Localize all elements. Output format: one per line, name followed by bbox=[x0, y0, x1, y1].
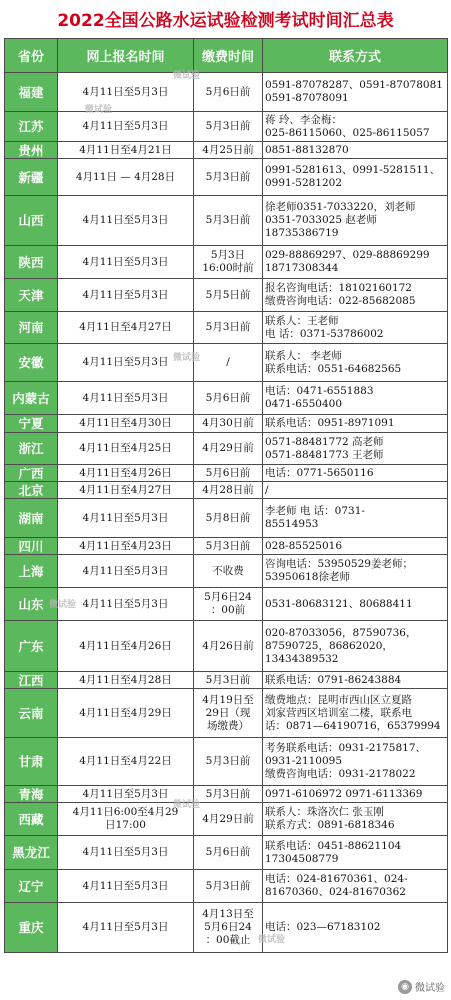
contact-cell: 020-87033056，87590736， 87590725，86862020， 13434389532 bbox=[263, 621, 448, 672]
exam-schedule-table bbox=[4, 38, 448, 953]
payment-time-cell: 5月6日前 bbox=[194, 465, 263, 482]
registration-time-cell: 4月11日 — 4月28日 bbox=[58, 159, 194, 196]
header-payment-time: 缴费时间 bbox=[194, 39, 263, 73]
registration-time-cell: 4月11日至4月23日 bbox=[58, 538, 194, 555]
province-cell: 上海 bbox=[5, 555, 58, 588]
contact-cell: 咨询电话：53950529姜老师； 53950618徐老师 bbox=[263, 555, 448, 588]
registration-time-cell: 4月11日至5月3日 bbox=[58, 870, 194, 903]
payment-time-cell: 4月13日至 5月6日24 ：00截止 bbox=[194, 903, 263, 953]
contact-cell: 电话：0771-5650116 bbox=[263, 465, 448, 482]
watermark: 微试验 bbox=[173, 71, 201, 81]
contact-cell: 李老师 电 话：0731- 85514953 bbox=[263, 499, 448, 538]
table-row bbox=[5, 159, 448, 196]
table-row bbox=[5, 73, 448, 112]
payment-time-cell: 5月8日前 bbox=[194, 499, 263, 538]
payment-time-cell: 不收费 bbox=[194, 555, 263, 588]
table-row bbox=[5, 786, 448, 803]
registration-time-cell: 4月11日至5月3日 bbox=[58, 112, 194, 142]
watermark: 微试验 bbox=[49, 600, 77, 610]
table-row bbox=[5, 689, 448, 738]
table-row bbox=[5, 836, 448, 870]
contact-cell: 徐老师0351-7033220，刘老师 0351-7033025 赵老师 18735386719 bbox=[263, 196, 448, 246]
contact-cell: 029-88869297、029-88869299 18717308344 bbox=[263, 246, 448, 279]
registration-time-cell: 4月11日至5月3日 bbox=[58, 382, 194, 415]
header-province: 省份 bbox=[5, 39, 58, 73]
table-row bbox=[5, 499, 448, 538]
payment-time-cell: 5月3日前 bbox=[194, 196, 263, 246]
province-cell: 山西 bbox=[5, 196, 58, 246]
registration-time-cell: 4月11日至4月21日 bbox=[58, 142, 194, 159]
province-cell: 辽宁 bbox=[5, 870, 58, 903]
payment-time-cell: 4月29日前 bbox=[194, 803, 263, 836]
registration-time-cell: 4月11日至4月26日 bbox=[58, 621, 194, 672]
registration-time-cell: 4月11日至5月3日 bbox=[58, 786, 194, 803]
registration-time-cell: 4月11日至4月22日 bbox=[58, 738, 194, 786]
contact-cell: 联系人：珠洛次仁 张玉刚 联系方式：0891-6818346 bbox=[263, 803, 448, 836]
table-row bbox=[5, 344, 448, 382]
table-row bbox=[5, 538, 448, 555]
payment-time-cell: 5月3日前 bbox=[194, 312, 263, 344]
table-row bbox=[5, 142, 448, 159]
province-cell: 山东 bbox=[5, 588, 58, 621]
wechat-icon: ◉ bbox=[398, 980, 412, 994]
contact-cell: 联系电话：0451-88621104 17304508779 bbox=[263, 836, 448, 870]
table-row bbox=[5, 482, 448, 499]
table-row bbox=[5, 312, 448, 344]
province-cell: 广西 bbox=[5, 465, 58, 482]
wechat-account-badge bbox=[398, 979, 445, 994]
contact-cell: 联系人：王老师 电 话：0371-53786002 bbox=[263, 312, 448, 344]
payment-time-cell: / bbox=[194, 344, 263, 382]
province-cell: 青海 bbox=[5, 786, 58, 803]
payment-time-cell: 5月3日前 bbox=[194, 112, 263, 142]
watermark: 微试验 bbox=[173, 800, 201, 810]
table-row bbox=[5, 433, 448, 465]
table-row bbox=[5, 870, 448, 903]
province-cell: 宁夏 bbox=[5, 415, 58, 433]
registration-time-cell: 4月11日至5月3日 bbox=[58, 73, 194, 112]
payment-time-cell: 5月6日前 bbox=[194, 382, 263, 415]
registration-time-cell: 4月11日至4月28日 bbox=[58, 672, 194, 689]
contact-cell: 联系电话：0791-86243884 bbox=[263, 672, 448, 689]
table-row bbox=[5, 279, 448, 312]
payment-time-cell: 4月30日前 bbox=[194, 415, 263, 433]
contact-cell: 蒋 玲、李金梅： 025-86115060、025-86115057 bbox=[263, 112, 448, 142]
wechat-account-name: 微试验 bbox=[415, 983, 445, 994]
table-row bbox=[5, 803, 448, 836]
province-cell: 北京 bbox=[5, 482, 58, 499]
payment-time-cell: 4月25日前 bbox=[194, 142, 263, 159]
payment-time-cell: 5月6日24 ：00前 bbox=[194, 588, 263, 621]
payment-time-cell: 4月29日前 bbox=[194, 433, 263, 465]
registration-time-cell: 4月11日至5月3日 bbox=[58, 588, 194, 621]
registration-time-cell: 4月11日至4月27日 bbox=[58, 482, 194, 499]
registration-time-cell: 4月11日至4月29日 bbox=[58, 689, 194, 738]
province-cell: 福建 bbox=[5, 73, 58, 112]
contact-cell: 电话：0471-6551883 0471-6550400 bbox=[263, 382, 448, 415]
province-cell: 天津 bbox=[5, 279, 58, 312]
payment-time-cell: 5月6日前 bbox=[194, 73, 263, 112]
payment-time-cell: 5月3日 16:00时前 bbox=[194, 246, 263, 279]
header-contact: 联系方式 bbox=[263, 39, 448, 73]
contact-cell: 0851-88132870 bbox=[263, 142, 448, 159]
province-cell: 陕西 bbox=[5, 246, 58, 279]
contact-cell: 联系人： 李老师 联系电话：0551-64682565 bbox=[263, 344, 448, 382]
contact-cell: / bbox=[263, 482, 448, 499]
registration-time-cell: 4月11日至5月3日 bbox=[58, 279, 194, 312]
province-cell: 内蒙古 bbox=[5, 382, 58, 415]
province-cell: 四川 bbox=[5, 538, 58, 555]
province-cell: 新疆 bbox=[5, 159, 58, 196]
table-row bbox=[5, 382, 448, 415]
payment-time-cell: 4月26日前 bbox=[194, 621, 263, 672]
table-header-row bbox=[5, 39, 448, 73]
registration-time-cell: 4月11日至4月27日 bbox=[58, 312, 194, 344]
table-row bbox=[5, 112, 448, 142]
payment-time-cell: 4月28日前 bbox=[194, 482, 263, 499]
payment-time-cell: 5月3日前 bbox=[194, 870, 263, 903]
watermark: 微试验 bbox=[258, 935, 286, 945]
contact-cell: 0591-87078287、0591-87078081 0591-87078091 bbox=[263, 73, 448, 112]
contact-cell: 028-85525016 bbox=[263, 538, 448, 555]
contact-cell: 报名咨询电话：18102160172 缴费咨询电话：022-85682085 bbox=[263, 279, 448, 312]
header-registration-time: 网上报名时间 bbox=[58, 39, 194, 73]
payment-time-cell: 5月3日前 bbox=[194, 538, 263, 555]
province-cell: 浙江 bbox=[5, 433, 58, 465]
registration-time-cell: 4月11日至4月25日 bbox=[58, 433, 194, 465]
payment-time-cell: 4月19日至 29日（现 场缴费） bbox=[194, 689, 263, 738]
registration-time-cell: 4月11日至5月3日 bbox=[58, 196, 194, 246]
watermark: 微试验 bbox=[85, 105, 113, 115]
province-cell: 云南 bbox=[5, 689, 58, 738]
province-cell: 广东 bbox=[5, 621, 58, 672]
province-cell: 河南 bbox=[5, 312, 58, 344]
contact-cell: 0991-5281613、0991-5281511、 0991-5281202 bbox=[263, 159, 448, 196]
registration-time-cell: 4月11日至4月26日 bbox=[58, 465, 194, 482]
watermark: 微试验 bbox=[173, 353, 201, 363]
table-row bbox=[5, 903, 448, 953]
payment-time-cell: 5月6日前 bbox=[194, 836, 263, 870]
contact-cell: 考务联系电话：0931-2175817、 0931-2110095 缴费咨询电话：0931-2178022 bbox=[263, 738, 448, 786]
payment-time-cell: 5月3日前 bbox=[194, 672, 263, 689]
table-row bbox=[5, 621, 448, 672]
table-row bbox=[5, 196, 448, 246]
contact-cell: 电话：023—67183102 bbox=[263, 903, 448, 953]
province-cell: 西藏 bbox=[5, 803, 58, 836]
registration-time-cell: 4月11日6:00至4月29 日17:00 bbox=[58, 803, 194, 836]
province-cell: 贵州 bbox=[5, 142, 58, 159]
province-cell: 安徽 bbox=[5, 344, 58, 382]
province-cell: 黑龙江 bbox=[5, 836, 58, 870]
province-cell: 江西 bbox=[5, 672, 58, 689]
page-title: 2022全国公路水运试验检测考试时间汇总表 bbox=[57, 10, 394, 31]
table-row bbox=[5, 738, 448, 786]
contact-cell: 缴费地点：昆明市西山区立夏路 刘家营西区培训室二楼，联系电 话：0871—64190716，65379994 bbox=[263, 689, 448, 738]
payment-time-cell: 5月3日前 bbox=[194, 786, 263, 803]
province-cell: 重庆 bbox=[5, 903, 58, 953]
contact-cell: 0571-88481772 高老师 0571-88481773 王老师 bbox=[263, 433, 448, 465]
contact-cell: 联系电话：0951-8971091 bbox=[263, 415, 448, 433]
payment-time-cell: 5月3日前 bbox=[194, 159, 263, 196]
table-row bbox=[5, 465, 448, 482]
table-row bbox=[5, 672, 448, 689]
table-row bbox=[5, 555, 448, 588]
contact-cell: 0971-6106972 0971-6113369 bbox=[263, 786, 448, 803]
table-row bbox=[5, 415, 448, 433]
registration-time-cell: 4月11日至4月30日 bbox=[58, 415, 194, 433]
table-row bbox=[5, 246, 448, 279]
registration-time-cell: 4月11日至5月3日 bbox=[58, 246, 194, 279]
registration-time-cell: 4月11日至5月3日 bbox=[58, 555, 194, 588]
contact-cell: 0531-80683121、80688411 bbox=[263, 588, 448, 621]
payment-time-cell: 5月3日前 bbox=[194, 738, 263, 786]
registration-time-cell: 4月11日至5月3日 bbox=[58, 344, 194, 382]
registration-time-cell: 4月11日至5月3日 bbox=[58, 499, 194, 538]
province-cell: 江苏 bbox=[5, 112, 58, 142]
province-cell: 甘肃 bbox=[5, 738, 58, 786]
contact-cell: 电话：024-81670361、024- 81670360、024-81670362 bbox=[263, 870, 448, 903]
province-cell: 湖南 bbox=[5, 499, 58, 538]
payment-time-cell: 5月5日前 bbox=[194, 279, 263, 312]
registration-time-cell: 4月11日至5月3日 bbox=[58, 836, 194, 870]
registration-time-cell: 4月11日至5月3日 bbox=[58, 903, 194, 953]
